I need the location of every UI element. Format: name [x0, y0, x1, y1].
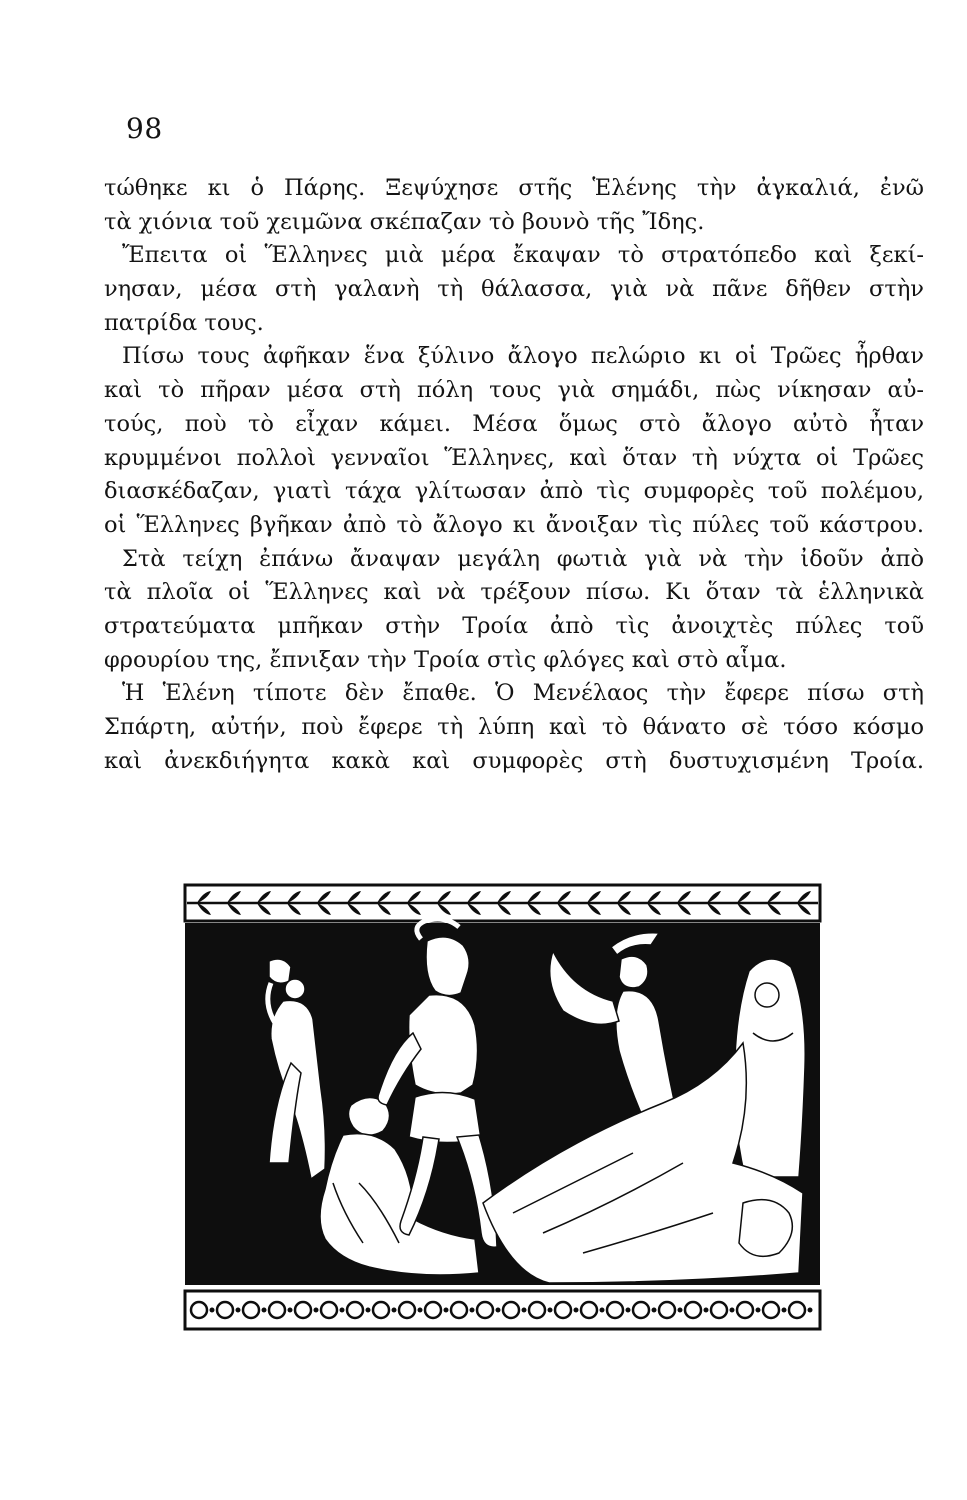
text-line: Πίσω τους ἀφῆκαν ἕνα ξύλινο ἄλογο πελώριο κι οἱ Τρῶες ἦρθαν [122, 343, 924, 370]
text-line: Σπάρτη, αὐτήν, ποὺ ἔφερε τὴ λύπη καὶ τὸ θάνατο σὲ τόσο κόσμο [104, 714, 924, 740]
text-line: τὰ χιόνια τοῦ χειμῶνα σκέπαζαν τὸ βουνὸ τῆς Ἴδης. [104, 208, 705, 235]
text-line: τούς, ποὺ τὸ εἶχαν κάμει. Μέσα ὅμως στὸ ἄλογο αὐτὸ ἦταν [104, 410, 924, 437]
text-line: στρατεύματα μπῆκαν στὴν Τροία ἀπὸ τὶς ἀνοιχτὲς πύλες τοῦ [104, 612, 924, 639]
text-line: πατρίδα τους. [104, 309, 264, 336]
text-line: καὶ ἀνεκδιήγητα κακὰ καὶ συμφορὲς στὴ δυστυχισμένη Τροία. [104, 747, 924, 774]
text-line: κρυμμένοι πολλοὶ γενναῖοι Ἕλληνες, καὶ ὅταν τὴ νύχτα οἱ Τρῶες [104, 444, 924, 471]
text-line: Ἔπειτα οἱ Ἕλληνες μιὰ μέρα ἔκαψαν τὸ στρατόπεδο καὶ ξεκί- [122, 242, 924, 269]
text-line: τὰ πλοῖα οἱ Ἕλληνες καὶ νὰ τρέξουν πίσω. Κι ὅταν τὰ ἑλληνικὰ [104, 579, 924, 606]
vase-painting-illustration [183, 883, 822, 1333]
body-text [104, 172, 924, 778]
text-line: Στὰ τείχη ἐπάνω ἄναψαν μεγάλη φωτιὰ γιὰ νὰ τὴν ἰδοῦν ἀπὸ [122, 545, 924, 572]
text-line: καὶ τὸ πῆραν μέσα στὴ πόλη τους γιὰ σημάδι, πὼς νίκησαν αὐ- [104, 377, 924, 404]
text-line: φρουρίου της, ἔπνιξαν τὴν Τροία στὶς φλόγες καὶ στὸ αἷμα. [104, 646, 787, 673]
text-line: οἱ Ἕλληνες βγῆκαν ἀπὸ τὸ ἄλογο κι ἄνοιξαν τὶς πύλες τοῦ κάστρου. [104, 511, 924, 538]
page-number: 98 [126, 112, 163, 145]
laurel-border [185, 885, 820, 921]
text-line: διασκέδαζαν, γιατὶ τάχα γλίτωσαν ἀπὸ τὶς συμφορὲς τοῦ πολέμου, [104, 478, 924, 505]
text-line: τώθηκε κι ὁ Πάρης. Ξεψύχησε στῆς Ἑλένης τὴν ἀγκαλιά, ἐνῶ [104, 175, 924, 201]
text-line: νησαν, μέσα στὴ γαλανὴ τὴ θάλασσα, γιὰ νὰ πᾶνε δῆθεν στὴν [104, 276, 924, 303]
illustration-svg [183, 883, 822, 1333]
text-line: Ἡ Ἑλένη τίποτε δὲν ἔπαθε. Ὁ Μενέλαος τὴν ἔφερε πίσω στὴ [122, 680, 924, 707]
ring-border [185, 1291, 820, 1329]
